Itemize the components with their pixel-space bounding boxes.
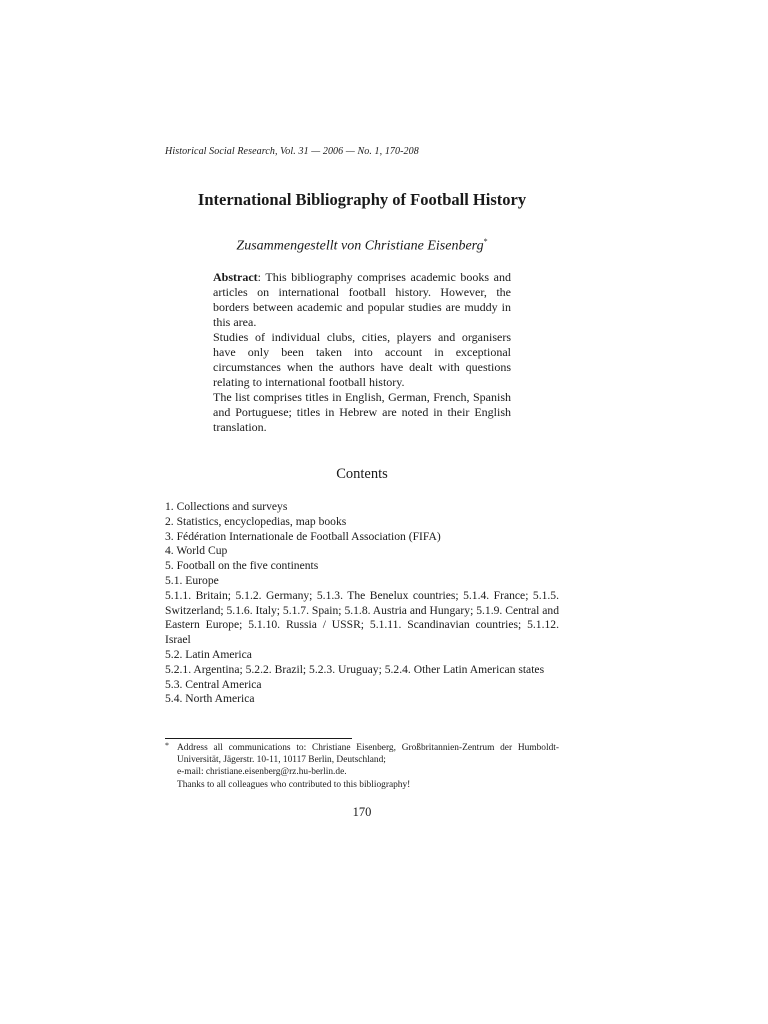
toc-entry: 5. Football on the five continents [165,559,319,573]
abstract-text-1: : This bibliography comprises academic books and articles on international football history. However, the borders between academic and popular studies are muddy in this area. [213,270,511,329]
footnote-divider [165,738,352,739]
author-line [150,237,574,255]
author-name: Zusammengestellt von Christiane Eisenberg [236,238,484,254]
running-head: Historical Social Research, Vol. 31 — 2006 — No. 1, 170-208 [165,146,419,157]
article-title: International Bibliography of Football History [197,190,527,209]
footnote [165,742,559,791]
abstract-paragraph-3: The list comprises titles in English, German, French, Spanish and Portuguese; titles in Hebrew are noted in their English translation. [213,390,511,434]
abstract [213,270,511,435]
toc-entry: 2. Statistics, encyclopedias, map books [165,514,347,528]
toc-entry: 5.3. Central America [165,677,262,691]
author-footnote-mark: * [483,237,488,246]
abstract-paragraph-2: Studies of individual clubs, cities, players and organisers have only been taken into account in exceptional circumstances when the authors have dealt with questions relating to international football history. [213,330,511,389]
footnote-thanks: Thanks to all colleagues who contributed to this bibliography! [177,779,411,790]
contents-heading: Contents [336,466,388,482]
footnote-mark: * [165,741,169,750]
toc-entry: 5.4. North America [165,692,255,706]
toc-entry: 5.1. Europe [165,573,219,587]
toc-entry: 5.2.1. Argentina; 5.2.2. Brazil; 5.2.3. Uruguay; 5.2.4. Other Latin American states [165,662,545,676]
toc-entry: 4. World Cup [165,544,228,558]
toc-entry: 5.1.1. Britain; 5.1.2. Germany; 5.1.3. The Benelux countries; 5.1.4. France; 5.1.5. Switzerland; 5.1.6. Italy; 5.1.7. Spain; 5.1.8. Austria and Hungary; 5.1.9. Central and Eastern Europe; 5.1.10. Russia / USSR; 5.1.11. Scandinavian countries; 5.1.12. Israel [165,588,559,647]
footnote-address: Address all communications to: Christiane Eisenberg, Großbritannien-Zentrum der Humboldt-Universität, Jägerstr. 10-11, 10117 Berlin, Deutschland; [177,743,559,766]
table-of-contents [165,500,559,707]
toc-entry: 5.2. Latin America [165,647,252,661]
abstract-label: Abstract [213,270,258,284]
toc-entry: 3. Fédération Internationale de Football Association (FIFA) [165,529,441,543]
abstract-paragraph-1 [213,270,511,330]
footnote-email: e-mail: christiane.eisenberg@rz.hu-berlin.de. [177,767,347,778]
toc-entry: 1. Collections and surveys [165,500,288,513]
page-number: 170 [352,805,372,819]
footnote-body [177,742,559,791]
